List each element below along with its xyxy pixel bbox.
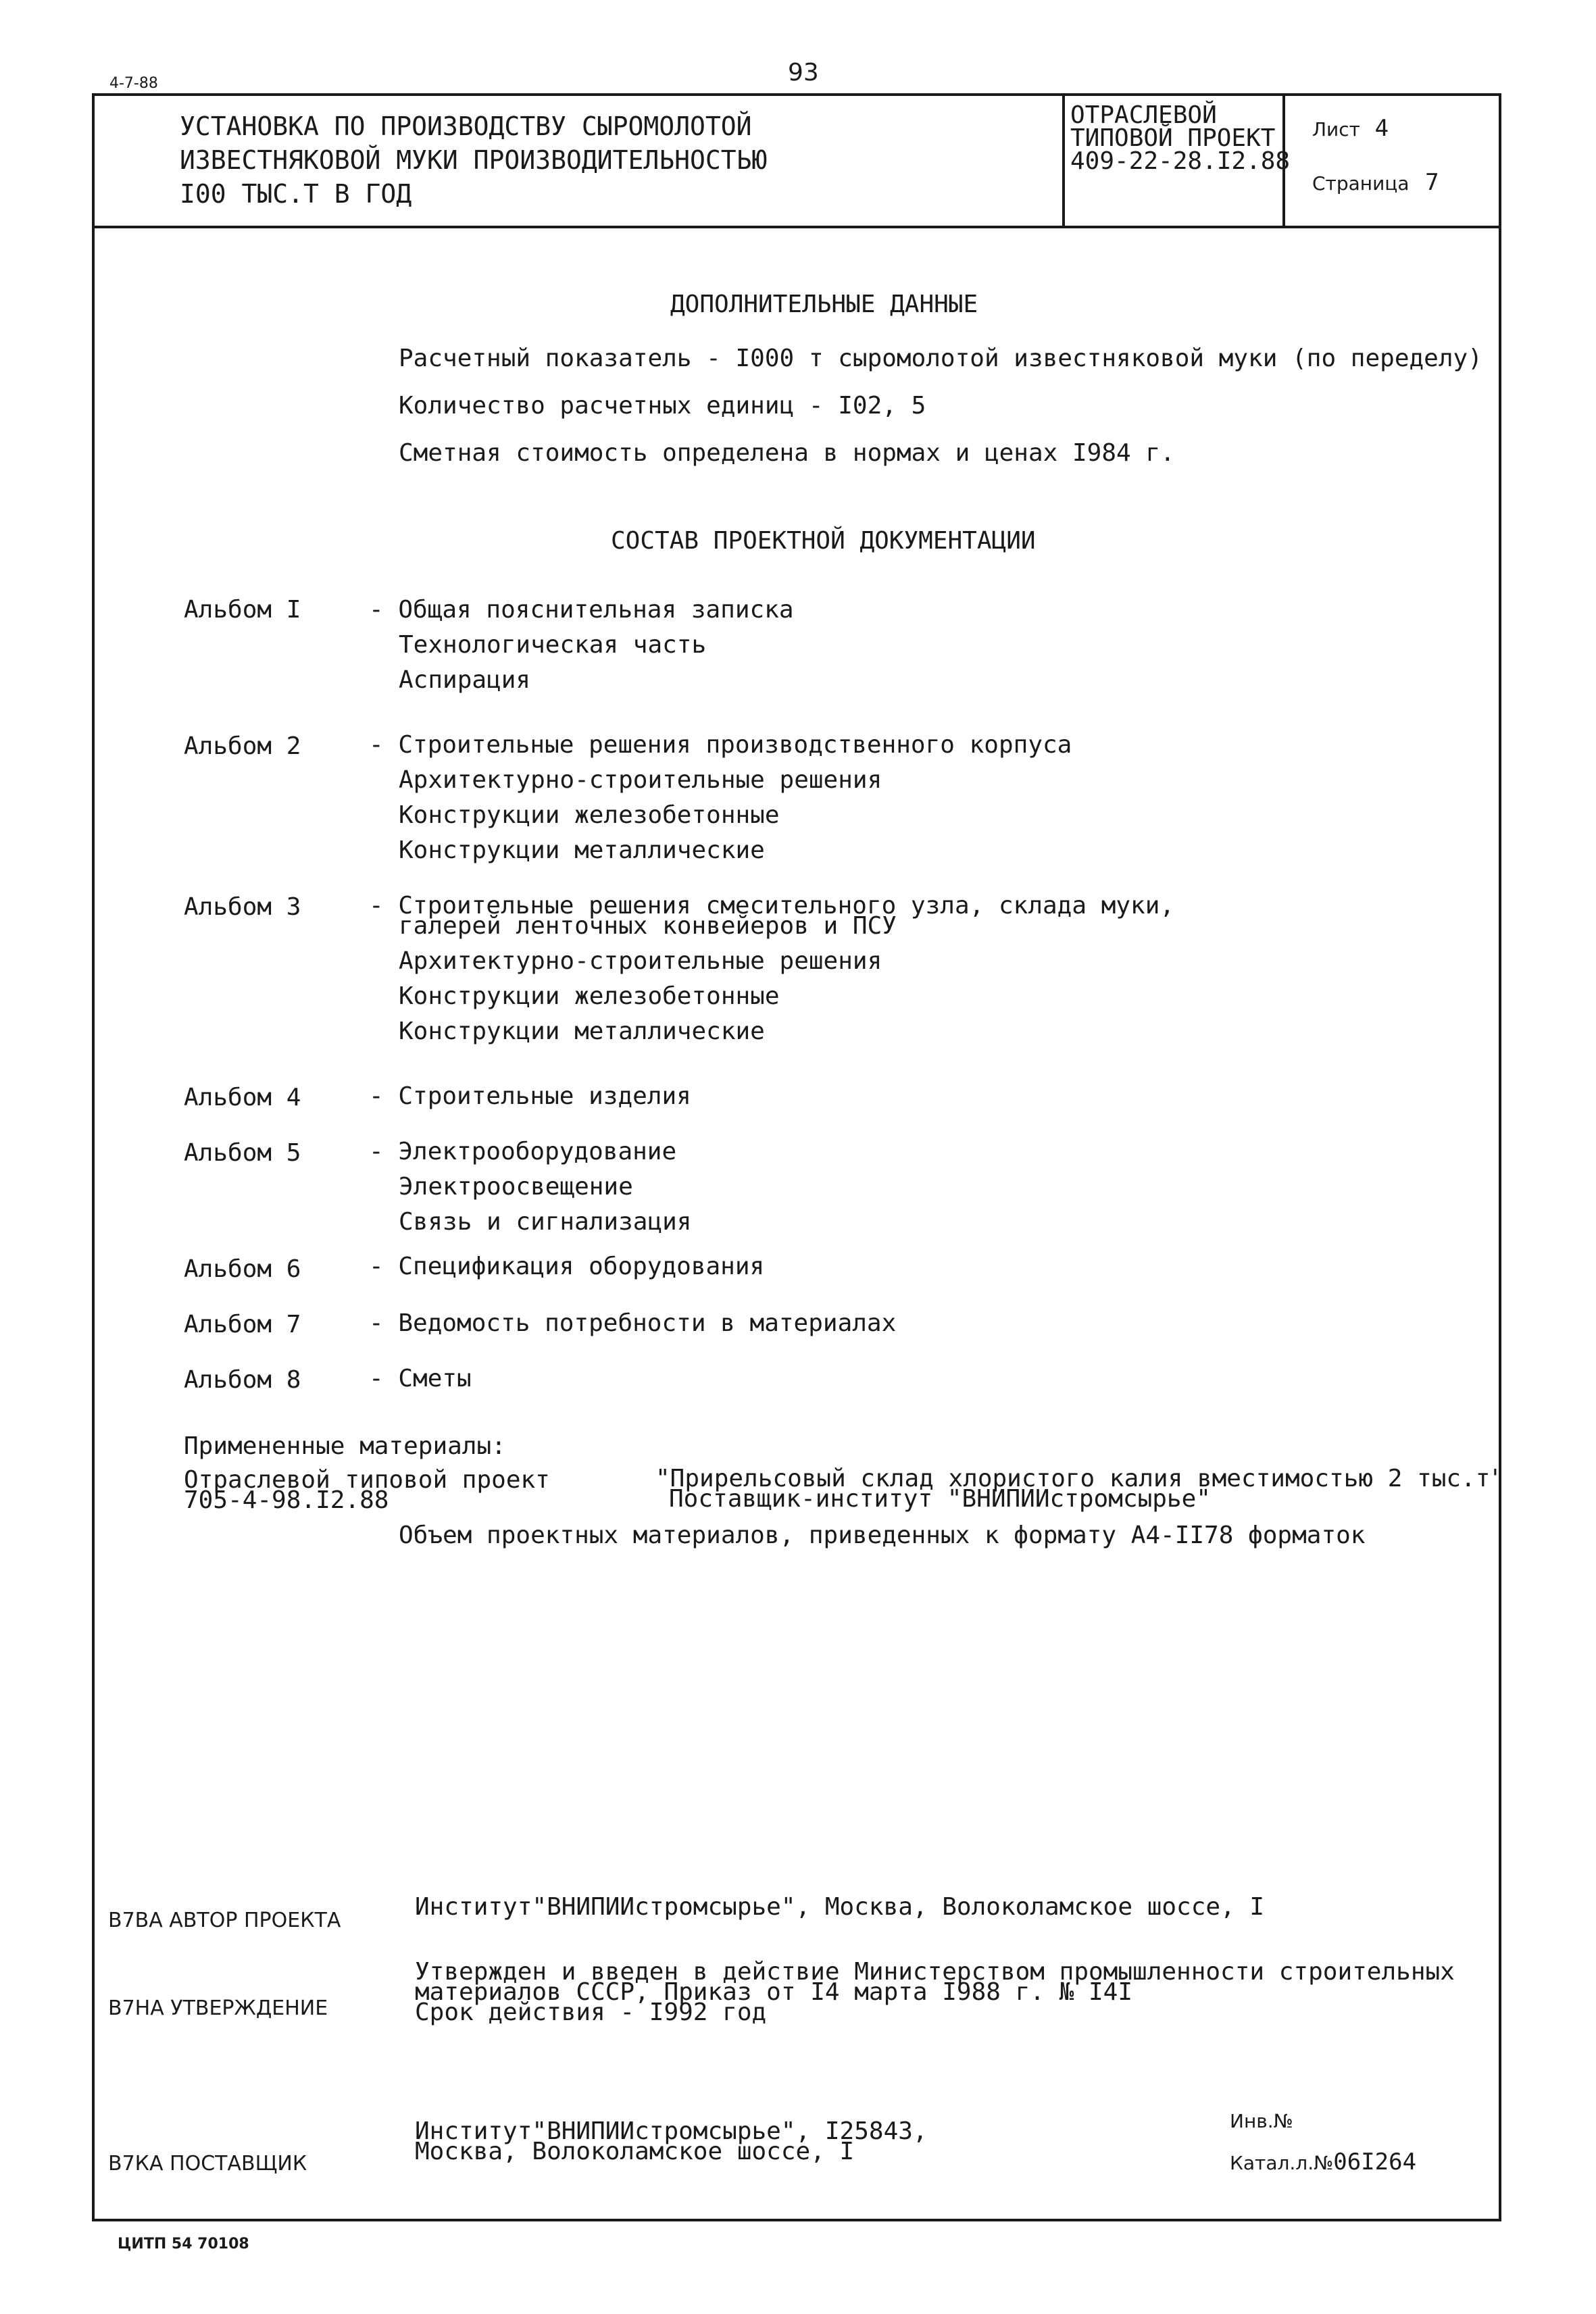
project-type-line: ТИПОВОЙ ПРОЕКТ	[1070, 124, 1276, 152]
project-code-block	[1070, 101, 1291, 175]
supplier-label: В7КА ПОСТАВЩИК	[108, 2152, 307, 2175]
catalog-number: 06I264	[1333, 2148, 1417, 2175]
album-item: - Строительные решения смесительного узла, склада муки,	[369, 892, 1175, 920]
project-number: 409-22-28.I2.88	[1070, 147, 1291, 175]
page-label: Страница	[1312, 172, 1410, 195]
supplier-line: Москва, Волоколамское шоссе, I	[415, 2138, 855, 2165]
album-label: Альбом 3	[184, 893, 301, 921]
header-separator-1	[1062, 93, 1065, 227]
approval-text	[415, 1958, 1455, 2026]
supplier-line: Институт"ВНИПИИстромсырье", I25843,	[415, 2117, 928, 2145]
page-field	[1312, 169, 1439, 196]
page-number: 93	[788, 59, 819, 86]
supplier-text	[415, 2117, 928, 2165]
album-item: Аспирация	[399, 666, 531, 694]
approval-label: В7НА УТВЕРЖДЕНИЕ	[108, 1996, 328, 2020]
album-label: Альбом 6	[184, 1255, 301, 1283]
album-item: - Строительные решения производственного корпуса	[369, 731, 1072, 759]
header-title-line: I00 ТЫС.Т В ГОД	[180, 179, 412, 209]
approval-line: материалов СССР, Приказ от I4 марта I988 г. № I4I	[415, 1978, 1133, 2006]
album-item: - Спецификация оборудования	[369, 1253, 765, 1280]
inventory-label: Инв.№	[1230, 2110, 1293, 2132]
catalog-field	[1230, 2148, 1416, 2175]
album-label: Альбом 2	[184, 732, 301, 760]
album-item: Электроосвещение	[399, 1173, 633, 1201]
album-item: Конструкции металлические	[399, 1017, 765, 1045]
applied-project-supplier: Поставщик-институт "ВНИПИИстромсырье"	[669, 1485, 1211, 1513]
album-item: Архитектурно-строительные решения	[399, 947, 882, 975]
album-item: - Сметы	[369, 1365, 472, 1392]
album-item: Конструкции железобетонные	[399, 982, 780, 1010]
header-title	[180, 109, 767, 211]
sheet-field	[1312, 115, 1389, 142]
album-item: - Ведомость потребности в материалах	[369, 1309, 897, 1337]
header-title-line: УСТАНОВКА ПО ПРОИЗВОДСТВУ СЫРОМОЛОТОЙ	[180, 111, 752, 141]
sheet-label: Лист	[1312, 118, 1360, 141]
album-item: галерей ленточных конвейеров и ПСУ	[399, 912, 897, 940]
applied-project-title: "Прирельсовый склад хлористого калия вместимостью 2 тыс.т"	[655, 1465, 1505, 1492]
applied-project-number: 705-4-98.I2.88	[184, 1486, 389, 1514]
estimate-basis: Сметная стоимость определена в нормах и ценах I984 г.	[399, 439, 1175, 467]
album-item: Архитектурно-строительные решения	[399, 766, 882, 794]
composition-heading: СОСТАВ ПРОЕКТНОЙ ДОКУМЕНТАЦИИ	[611, 527, 1036, 555]
calculation-units: Количество расчетных единиц - I02, 5	[399, 392, 926, 420]
author-label: В7ВА АВТОР ПРОЕКТА	[108, 1909, 341, 1932]
author-text: Институт"ВНИПИИстромсырье", Москва, Волоколамское шоссе, I	[415, 1893, 1265, 1921]
print-code: ЦИТП 54 70108	[118, 2236, 249, 2253]
album-label: Альбом I	[184, 596, 301, 624]
album-item: Связь и сигнализация	[399, 1208, 692, 1236]
approval-line: Утвержден и введен в действие Министерством промышленности строительных	[415, 1958, 1455, 1986]
album-item: - Общая пояснительная записка	[369, 596, 794, 624]
approval-line: Срок действия - I992 год	[415, 1998, 767, 2026]
album-item: Конструкции железобетонные	[399, 801, 780, 829]
applied-materials-heading: Примененные материалы:	[184, 1432, 506, 1460]
materials-volume: Объем проектных материалов, приведенных к формату А4-II78 форматок	[399, 1521, 1366, 1549]
album-item: Конструкции металлические	[399, 836, 765, 864]
album-item: - Строительные изделия	[369, 1082, 691, 1110]
project-type-line: ОТРАСЛЕВОЙ	[1070, 101, 1217, 129]
additional-data-heading: ДОПОЛНИТЕЛЬНЫЕ ДАННЫЕ	[670, 291, 978, 318]
page-value: 7	[1425, 169, 1439, 196]
album-label: Альбом 4	[184, 1084, 301, 1111]
header-divider	[92, 226, 1501, 228]
sheet-value: 4	[1374, 115, 1389, 142]
album-label: Альбом 8	[184, 1366, 301, 1394]
applied-project-label: Отраслевой типовой проект	[184, 1466, 550, 1494]
header-title-line: ИЗВЕСТНЯКОВОЙ МУКИ ПРОИЗВОДИТЕЛЬНОСТЬЮ	[180, 145, 768, 175]
calculation-indicator: Расчетный показатель - I000 т сыромолотой известняковой муки (по переделу)	[399, 345, 1482, 372]
album-item: - Электрооборудование	[369, 1138, 677, 1165]
album-label: Альбом 7	[184, 1311, 301, 1338]
album-label: Альбом 5	[184, 1139, 301, 1167]
document-code: 4-7-88	[109, 75, 158, 92]
catalog-label: Катал.л.№	[1230, 2152, 1334, 2174]
album-item: Технологическая часть	[399, 631, 707, 659]
